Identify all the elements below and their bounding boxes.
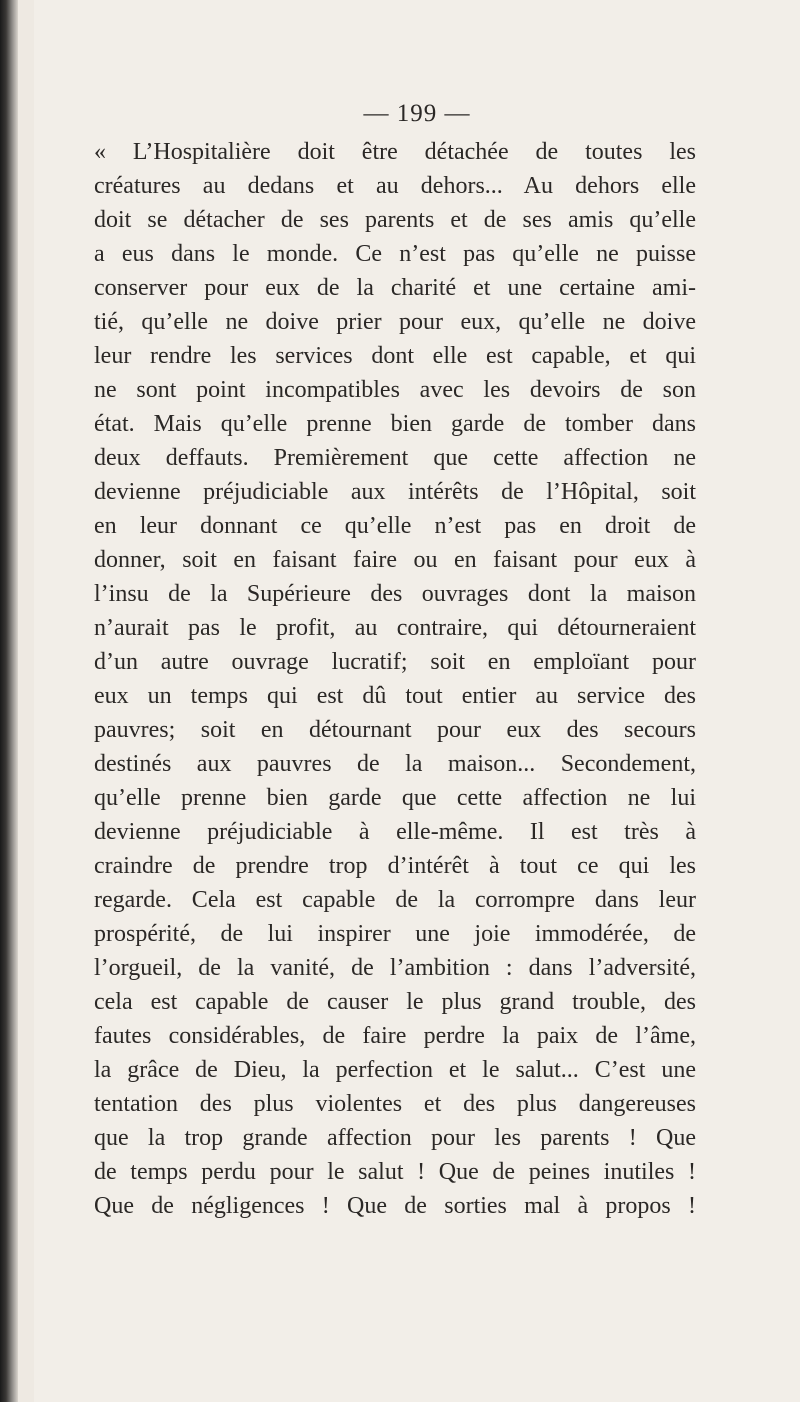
text-line: leur rendre les services dont elle est capable, et qui <box>94 343 696 369</box>
text-line: prospérité, de lui inspirer une joie immodérée, de <box>94 921 696 947</box>
text-line: d’un autre ouvrage lucratif; soit en emploïant pour <box>94 649 696 675</box>
text-line: devienne préjudiciable à elle-même. Il est très à <box>94 819 696 845</box>
text-line: que la trop grande affection pour les parents ! Que <box>94 1125 696 1151</box>
text-line: tié, qu’elle ne doive prier pour eux, qu’elle ne doive <box>94 309 696 335</box>
text-line: fautes considérables, de faire perdre la paix de l’âme, <box>94 1023 696 1049</box>
text-line: pauvres; soit en détournant pour eux des secours <box>94 717 696 743</box>
text-line: état. Mais qu’elle prenne bien garde de tomber dans <box>94 411 696 437</box>
text-line: créatures au dedans et au dehors... Au dehors elle <box>94 173 696 199</box>
text-line: l’insu de la Supérieure des ouvrages dont la maison <box>94 581 696 607</box>
text-line: deux deffauts. Premièrement que cette affection ne <box>94 445 696 471</box>
book-binding-edge <box>0 0 18 1402</box>
text-line: Que de négligences ! Que de sorties mal à propos ! <box>94 1193 696 1219</box>
text-line: l’orgueil, de la vanité, de l’ambition : dans l’adversité, <box>94 955 696 981</box>
text-line: la grâce de Dieu, la perfection et le salut... C’est une <box>94 1057 696 1083</box>
text-line: devienne préjudiciable aux intérêts de l’Hôpital, soit <box>94 479 696 505</box>
page-number: — 199 — <box>363 100 471 127</box>
text-line: eux un temps qui est dû tout entier au service des <box>94 683 696 709</box>
text-line: tentation des plus violentes et des plus dangereuses <box>94 1091 696 1117</box>
text-line: cela est capable de causer le plus grand trouble, des <box>94 989 696 1015</box>
text-line: ne sont point incompatibles avec les devoirs de son <box>94 377 696 403</box>
text-line: destinés aux pauvres de la maison... Secondement, <box>94 751 696 777</box>
text-line: conserver pour eux de la charité et une certaine ami- <box>94 275 696 301</box>
text-line: en leur donnant ce qu’elle n’est pas en droit de <box>94 513 696 539</box>
text-line: donner, soit en faisant faire ou en faisant pour eux à <box>94 547 696 573</box>
text-line: craindre de prendre trop d’intérêt à tout ce qui les <box>94 853 696 879</box>
text-line: « L’Hospitalière doit être détachée de toutes les <box>94 139 696 165</box>
book-page <box>34 0 800 1402</box>
text-line: qu’elle prenne bien garde que cette affection ne lui <box>94 785 696 811</box>
text-line: n’aurait pas le profit, au contraire, qui détourneraient <box>94 615 696 641</box>
text-line: doit se détacher de ses parents et de ses amis qu’elle <box>94 207 696 233</box>
text-line: de temps perdu pour le salut ! Que de peines inutiles ! <box>94 1159 696 1185</box>
text-line: regarde. Cela est capable de la corrompre dans leur <box>94 887 696 913</box>
text-line: a eus dans le monde. Ce n’est pas qu’elle ne puisse <box>94 241 696 267</box>
